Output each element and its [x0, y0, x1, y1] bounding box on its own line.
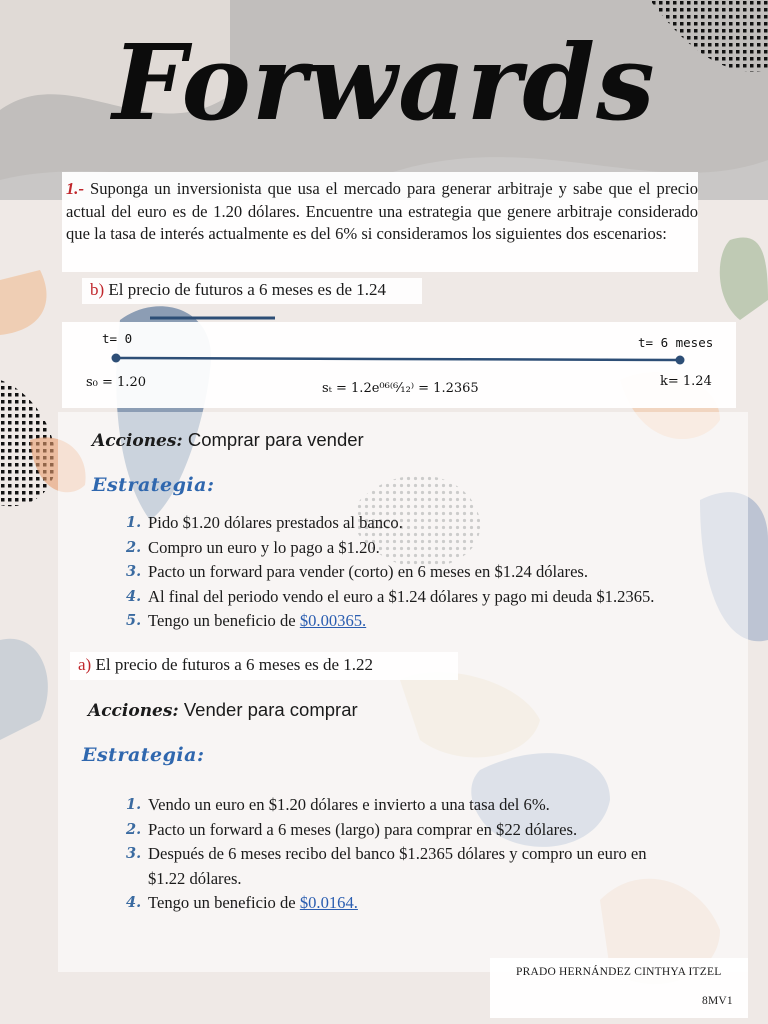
list-item: 2. Compro un euro y lo pago a $1.20.	[126, 537, 380, 557]
timeline-k: k= 1.24	[660, 374, 712, 389]
list-item: 5. Tengo un beneficio de $0.00365.	[126, 611, 367, 630]
acciones-text: Vender para comprar	[183, 699, 358, 720]
list-item: 2. Pacto un forward a 6 meses (largo) para comprar en $22 dólares.	[126, 819, 578, 839]
list-item: 3. Pacto un forward para vender (corto) en 6 meses en $1.24 dólares.	[126, 562, 589, 581]
scenario-b-letter: b)	[90, 280, 105, 299]
scenario-a-letter: a)	[78, 655, 92, 674]
benefit-link-a[interactable]: $0.0164.	[299, 893, 358, 912]
scenario-a-steps	[126, 793, 746, 916]
author-name: PRADO HERNÁNDEZ CINTHYA ITZEL	[516, 966, 722, 978]
scenario-a-text: El precio de futuros a 6 meses es de 1.22	[95, 655, 374, 674]
timeline-end-point	[676, 356, 685, 365]
group-code: 8MV1	[702, 995, 733, 1007]
page-title: Forwards	[112, 21, 656, 144]
acciones-text: Comprar para vender	[187, 429, 364, 450]
list-item: 3. Después de 6 meses recibo del banco $1.2365 dólares y compro un euro en $1.22 dólares.	[126, 844, 647, 888]
timeline-st: sₜ = 1.2e⁰⁶⁽⁶⁄₁₂⁾ = 1.2365	[322, 381, 479, 396]
benefit-link-b[interactable]: $0.00365.	[299, 611, 367, 630]
timeline-start-point	[112, 354, 121, 363]
timeline-t0-label: t= 0	[102, 331, 133, 346]
acciones-label: Acciones:	[88, 701, 179, 721]
scenario-b-estrategia-label: Estrategia:	[92, 474, 215, 496]
list-item: 1. Pido $1.20 dólares prestados al banco.	[126, 513, 403, 532]
list-item: 4. Tengo un beneficio de $0.0164.	[126, 893, 358, 912]
list-item: 4. Al final del periodo vendo el euro a $1.24 dólares y pago mi deuda $1.2365.	[126, 586, 655, 606]
scenario-b-steps	[126, 511, 746, 634]
list-item: 1. Vendo un euro en $1.20 dólares e invierto a una tasa del 6%.	[126, 795, 550, 814]
scenario-a-estrategia-label: Estrategia:	[82, 744, 205, 766]
question-body: Suponga un inversionista que usa el mercado para generar arbitraje y sabe que el precio actual del euro es de 1.20 dólares. Encuentre una estrategia que genere arbitraje considerado que la tasa de interés actualmente es del 6% si consideramos los siguientes dos escenarios:	[66, 179, 698, 243]
scenario-b-acciones	[92, 429, 364, 451]
timeline-s0: s₀ = 1.20	[86, 375, 146, 390]
scenario-a-heading	[78, 654, 373, 676]
timeline	[0, 0, 768, 420]
timeline-t6-label: t= 6 meses	[638, 335, 714, 350]
question-number: 1.-	[66, 179, 84, 198]
acciones-label: Acciones:	[92, 431, 183, 451]
scenario-b-text: El precio de futuros a 6 meses es de 1.24	[108, 280, 387, 299]
scenario-a-acciones	[88, 699, 358, 721]
